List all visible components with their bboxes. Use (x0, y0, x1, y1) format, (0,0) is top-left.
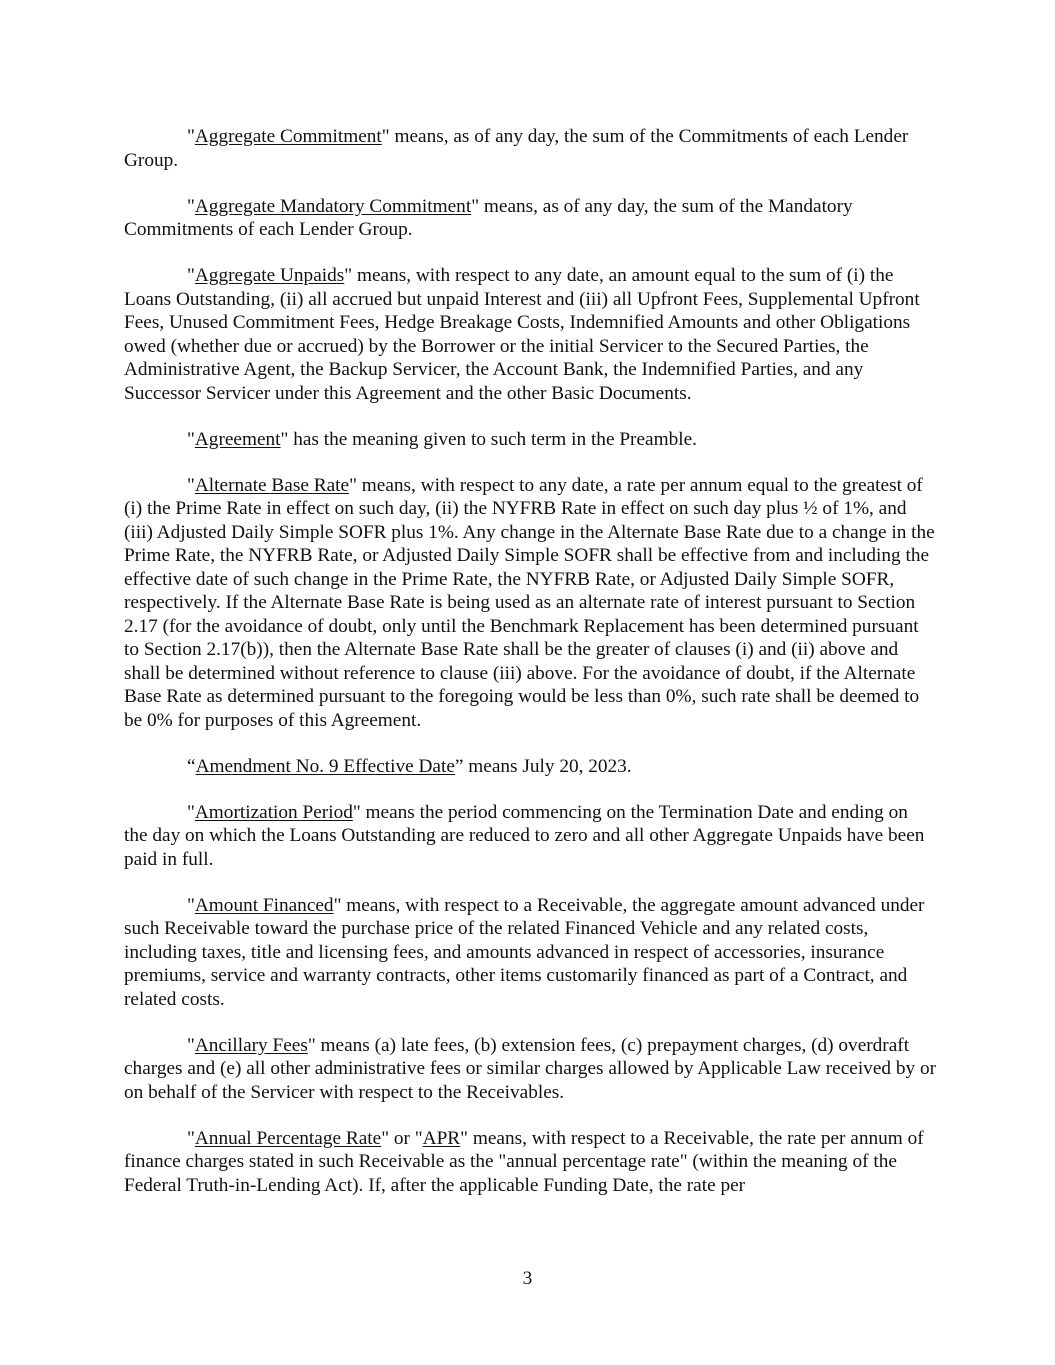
definition-text: means, with respect to any date, a rate per annum equal to the greatest of (i) the Prime Rate in effect on such day, (ii) the NYFRB Rate in effect on such day plus ½ of 1%, and (iii) Adjusted Daily Simple SOFR plus 1%. Any change in the Alternate Base Rate due to a change in the Prime Rate, the NYFRB Rate, or Adjusted Daily Simple SOFR shall be effective from and including the effective date of such change in the Prime Rate, the NYFRB Rate, or Adjusted Daily Simple SOFR, respectively. If the Alternate Base Rate is being used as an alternate rate of interest pursuant to Section 2.17 (for the avoidance of doubt, only until the Benchmark Replacement has been determined pursuant to Section 2.17(b)), then the Alternate Base Rate shall be the greater of clauses (i) and (ii) above and shall be determined without reference to clause (iii) above. For the avoidance of doubt, if the Alternate Base Rate as determined pursuant to the foregoing would be less than 0%, such rate shall be deemed to be 0% for purposes of this Agreement. (124, 474, 935, 731)
definition-text: has the meaning given to such term in the Preamble. (288, 428, 697, 450)
definition-agreement: "Agreement" has the meaning given to such term in the Preamble. (187, 428, 697, 450)
definition-text: means, as of any day, the sum of the Commitments of each Lender Group. (124, 126, 909, 171)
defined-term: Amount Financed (194, 894, 334, 916)
page-number: 3 (522, 1268, 533, 1289)
definition-text: means, as of any day, the sum of the Mandatory Commitments of each Lender Group. (124, 195, 853, 240)
defined-term: Agreement (194, 428, 281, 450)
definition-text: means the period commencing on the Termination Date and ending on the day on which the Loans Outstanding are reduced to zero and all other Aggregate Unpaids have been paid in full. (124, 801, 925, 870)
defined-term: Annual Percentage Rate (194, 1127, 382, 1149)
definition-aggregate-commitment: "Aggregate Commitment" means, as of any day, the sum of the Commitments of each Lender Group. (124, 126, 909, 171)
defined-term: Alternate Base Rate (194, 474, 350, 496)
defined-term-abbreviation: APR (422, 1127, 461, 1149)
definitions-list (124, 125, 936, 1220)
definition-annual-percentage-rate: "Annual Percentage Rate" or "APR" means, with respect to a Receivable, the rate per annum of finance charges stated in such Receivable as the "annual percentage rate" (within the meaning of the Federal Truth-in-Lending Act). If, after the applicable Funding Date, the rate per (124, 1127, 924, 1196)
defined-term: Ancillary Fees (194, 1034, 308, 1056)
definition-aggregate-mandatory-commitment: "Aggregate Mandatory Commitment" means, as of any day, the sum of the Mandatory Commitments of each Lender Group. (124, 195, 853, 240)
definition-text: means, with respect to a Receivable, the aggregate amount advanced under such Receivable toward the purchase price of the related Financed Vehicle and any related costs, including taxes, title and licensing fees, and amounts advanced in respect of accessories, insurance premiums, service and warranty contracts, other items customarily financed as part of a Contract, and related costs. (124, 894, 925, 1010)
definition-amortization-period: "Amortization Period" means the period commencing on the Termination Date and ending on the day on which the Loans Outstanding are reduced to zero and all other Aggregate Unpaids have been paid in full. (124, 801, 925, 870)
defined-term: Aggregate Mandatory Commitment (194, 195, 472, 217)
definition-amount-financed: "Amount Financed" means, with respect to a Receivable, the aggregate amount advanced under such Receivable toward the purchase price of the related Financed Vehicle and any related costs, including taxes, title and licensing fees, and amounts advanced in respect of accessories, insurance premiums, service and warranty contracts, other items customarily financed as part of a Contract, and related costs. (124, 894, 925, 1010)
defined-term: Aggregate Unpaids (194, 265, 345, 286)
definition-text: means, with respect to any date, an amount equal to the sum of (i) the Loans Outstanding, (ii) all accrued but unpaid Interest and (iii) all Upfront Fees, Supplemental Upfront Fees, Unused Commitment Fees, Hedge Breakage Costs, Indemnified Amounts and other Obligations owed (whether due or accrued) by the Borrower or the initial Servicer to the Secured Parties, the Administrative Agent, the Backup Servicer, the Account Bank, the Indemnified Parties, and any Successor Servicer under this Agreement and the other Basic Documents. (124, 265, 920, 404)
definition-text: means (a) late fees, (b) extension fees, (c) prepayment charges, (d) overdraft charges and (e) all other administrative fees or similar charges allowed by Applicable Law received by or on behalf of the Servicer with respect to the Receivables. (124, 1034, 937, 1103)
definition-amendment-no-9-effective-date: “Amendment No. 9 Effective Date” means July 20, 2023. (187, 755, 632, 777)
definition-text: means, with respect to a Receivable, the rate per annum of finance charges stated in such Receivable as the "annual percentage rate" (within the meaning of the Federal Truth-in-Lending Act). If, after the applicable Funding Date, the rate per (124, 1127, 924, 1196)
definition-ancillary-fees: "Ancillary Fees" means (a) late fees, (b) extension fees, (c) prepayment charges, (d) overdraft charges and (e) all other administrative fees or similar charges allowed by Applicable Law received by or on behalf of the Servicer with respect to the Receivables. (124, 1034, 937, 1103)
definition-alternate-base-rate: "Alternate Base Rate" means, with respect to any date, a rate per annum equal to the greatest of (i) the Prime Rate in effect on such day, (ii) the NYFRB Rate in effect on such day plus ½ of 1%, and (iii) Adjusted Daily Simple SOFR plus 1%. Any change in the Alternate Base Rate due to a change in the Prime Rate, the NYFRB Rate, or Adjusted Daily Simple SOFR shall be effective from and including the effective date of such change in the Prime Rate, the NYFRB Rate, or Adjusted Daily Simple SOFR, respectively. If the Alternate Base Rate is being used as an alternate rate of interest pursuant to Section 2.17 (for the avoidance of doubt, only until the Benchmark Replacement has been determined pursuant to Section 2.17(b)), then the Alternate Base Rate shall be the greater of clauses (i) and (ii) above and shall be determined without reference to clause (iii) above. For the avoidance of doubt, if the Alternate Base Rate as determined pursuant to the foregoing would be less than 0%, such rate shall be deemed to be 0% for purposes of this Agreement. (124, 474, 935, 731)
definition-aggregate-unpaids: "Aggregate Unpaids" means, with respect to any date, an amount equal to the sum of (i) the Loans Outstanding, (ii) all accrued but unpaid Interest and (iii) all Upfront Fees, Supplemental Upfront Fees, Unused Commitment Fees, Hedge Breakage Costs, Indemnified Amounts and other Obligations owed (whether due or accrued) by the Borrower or the initial Servicer to the Secured Parties, the Administrative Agent, the Backup Servicer, the Account Bank, the Indemnified Parties, and any Successor Servicer under this Agreement and the other Basic Documents. (124, 265, 920, 404)
definition-text: means July 20, 2023. (463, 755, 632, 777)
defined-term: Aggregate Commitment (194, 126, 382, 147)
defined-term: Amortization Period (194, 801, 353, 823)
defined-term: Amendment No. 9 Effective Date (195, 755, 455, 777)
